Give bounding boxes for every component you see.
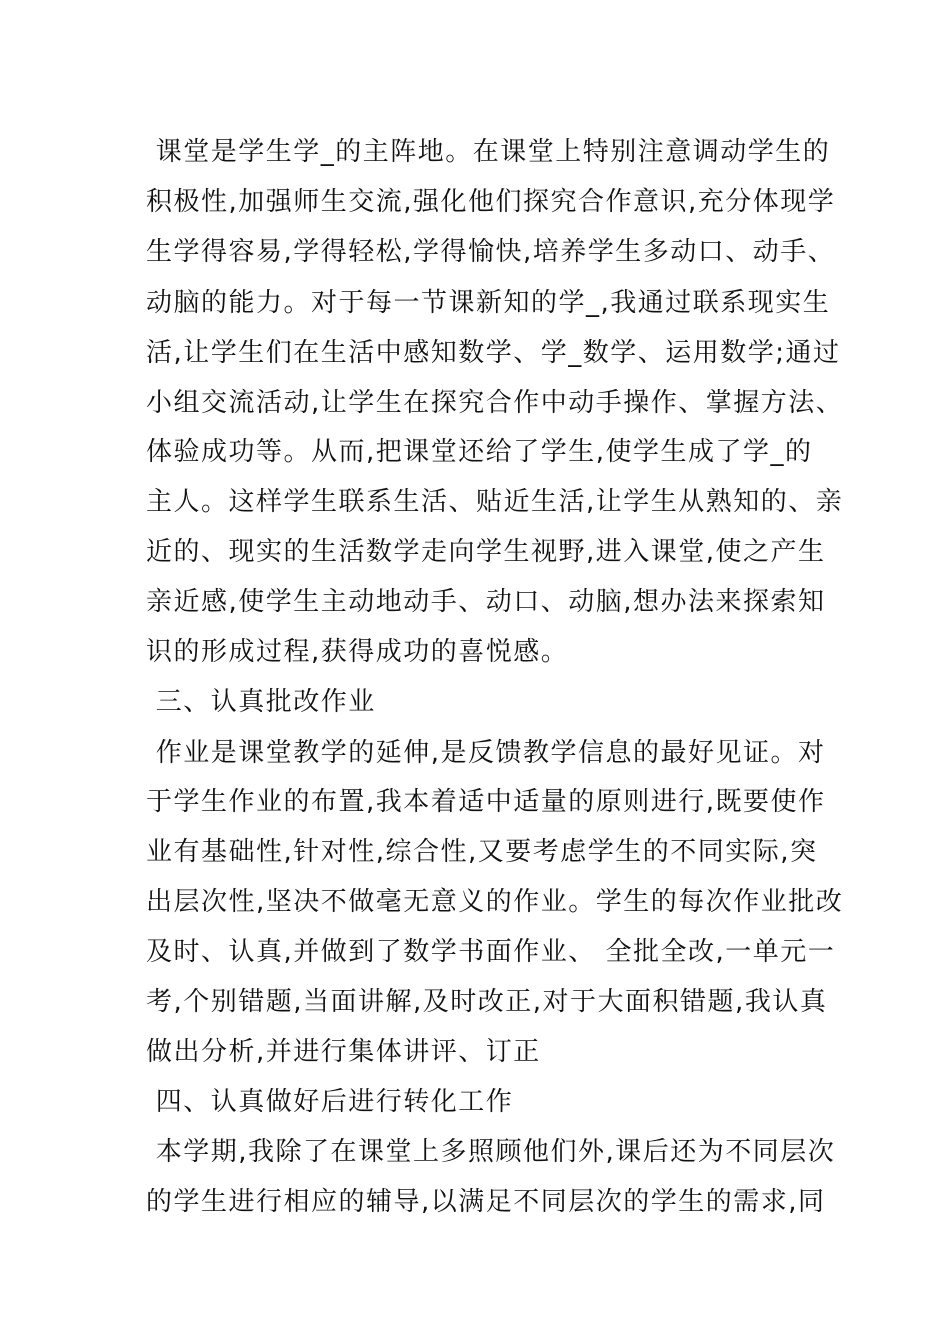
text-line: 的学生进行相应的辅导,以满足不同层次的学生的需求,同 <box>146 1187 826 1217</box>
section-heading: 三、认真批改作业 <box>146 687 376 717</box>
text-line: 近的、现实的生活数学走向学生视野,进入课堂,使之产生 <box>146 537 826 567</box>
text-line: 主人。这样学生联系生活、贴近生活,让学生从熟知的、亲 <box>146 487 844 517</box>
text-line: 生学得容易,学得轻松,学得愉快,培养学生多动口、动手、 <box>146 237 836 267</box>
text-line: 及时、认真,并做到了数学书面作业、 全批全改,一单元一 <box>146 937 836 967</box>
text-line: 亲近感,使学生主动地动手、动口、动脑,想办法来探索知 <box>146 587 826 617</box>
text-line: 活,让学生们在生活中感知数学、学_数学、运用数学;通过 <box>146 338 841 368</box>
text-line: 小组交流活动,让学生在探究合作中动手操作、掌握方法、 <box>146 388 844 418</box>
text-line: 于学生作业的布置,我本着适中适量的原则进行,既要使作 <box>146 787 826 817</box>
text-line: 业有基础性,针对性,综合性,又要考虑学生的不同实际,突 <box>146 837 818 867</box>
section-heading: 四、认真做好后进行转化工作 <box>146 1087 514 1117</box>
text-line: 动脑的能力。对于每一节课新知的学_,我通过联系现实生 <box>146 288 831 318</box>
text-line: 课堂是学生学_的主阵地。在课堂上特别注意调动学生的 <box>146 137 831 167</box>
text-line: 出层次性,坚决不做毫无意义的作业。学生的每次作业批改 <box>146 887 844 917</box>
text-line: 识的形成过程,获得成功的喜悦感。 <box>146 637 569 667</box>
text-line: 做出分析,并进行集体讲评、订正 <box>146 1037 541 1067</box>
text-line: 考,个别错题,当面讲解,及时改正,对于大面积错题,我认真 <box>146 987 828 1017</box>
text-line: 作业是课堂教学的延伸,是反馈教学信息的最好见证。对 <box>146 738 826 768</box>
text-line: 体验成功等。从而,把课堂还给了学生,使学生成了学_的 <box>146 437 813 467</box>
text-line: 积极性,加强师生交流,强化他们探究合作意识,充分体现学 <box>146 187 836 217</box>
text-line: 本学期,我除了在课堂上多照顾他们外,课后还为不同层次 <box>146 1137 836 1167</box>
